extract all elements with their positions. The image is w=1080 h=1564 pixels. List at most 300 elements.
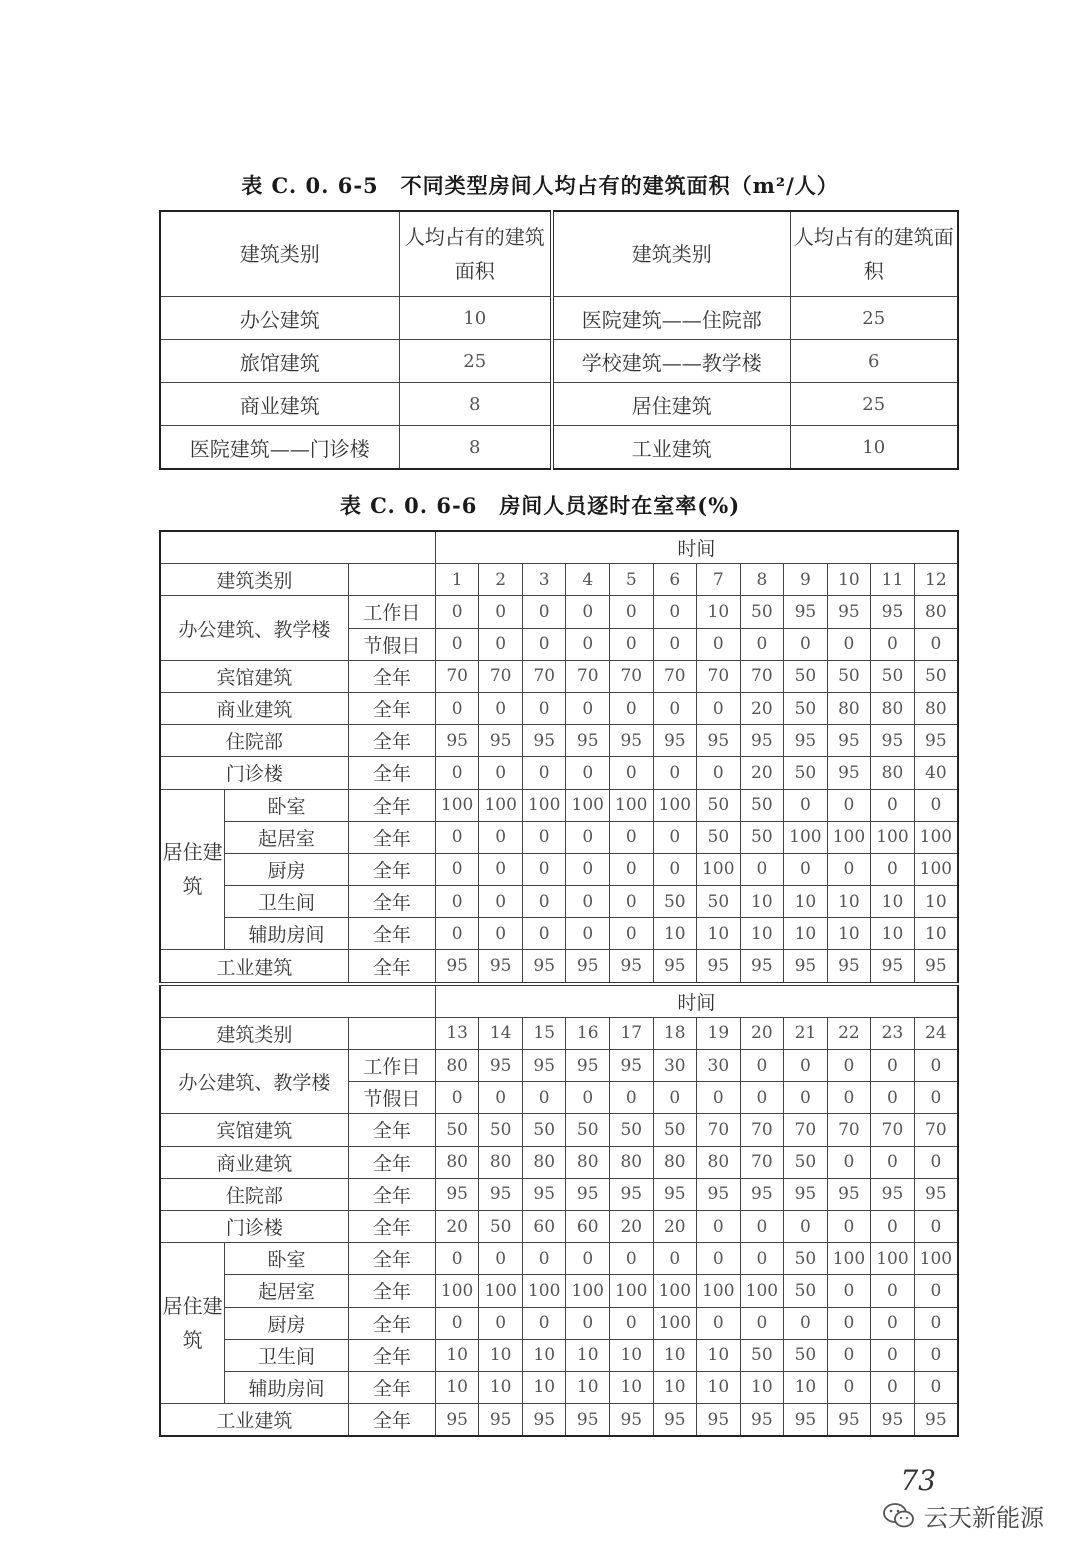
category-name: 宾馆建筑 xyxy=(160,1114,348,1146)
rate-cell: 50 xyxy=(566,1114,610,1146)
rate-cell: 100 xyxy=(653,1307,697,1339)
rate-cell: 95 xyxy=(522,1404,566,1437)
rate-cell: 0 xyxy=(871,1339,915,1371)
rate-cell: 50 xyxy=(784,1146,828,1178)
hour-cell: 18 xyxy=(653,1017,697,1049)
hour-cell: 5 xyxy=(610,564,654,596)
table6-title: 房间人员逐时在室率(%) xyxy=(499,493,741,518)
room-name: 起居室 xyxy=(225,821,349,853)
residential-label: 居住建筑 xyxy=(160,1243,225,1404)
hour-cell: 23 xyxy=(871,1017,915,1049)
rate-cell: 70 xyxy=(479,660,523,692)
rate-cell: 10 xyxy=(784,1371,828,1403)
period-cell: 全年 xyxy=(348,821,435,853)
rate-cell: 20 xyxy=(740,692,784,724)
rate-cell: 50 xyxy=(784,1339,828,1371)
rate-cell: 95 xyxy=(827,725,871,757)
rate-cell: 70 xyxy=(522,660,566,692)
hour-cell: 17 xyxy=(610,1017,654,1049)
rate-cell: 95 xyxy=(784,950,828,984)
period-cell: 全年 xyxy=(348,1243,435,1275)
rate-cell: 0 xyxy=(914,628,958,660)
table5-id: 表 C. 0. 6-5 xyxy=(241,173,379,198)
rate-cell: 0 xyxy=(522,692,566,724)
room-name: 辅助房间 xyxy=(225,918,349,950)
page-number: 73 xyxy=(900,1464,936,1497)
rate-cell: 100 xyxy=(566,1275,610,1307)
category-label: 建筑类别 xyxy=(160,564,348,596)
rate-cell: 0 xyxy=(610,918,654,950)
table5-row xyxy=(160,426,958,470)
rate-cell: 50 xyxy=(653,1114,697,1146)
rate-cell: 70 xyxy=(871,1114,915,1146)
period-cell: 全年 xyxy=(348,1146,435,1178)
rate-cell: 0 xyxy=(653,596,697,628)
rate-cell: 95 xyxy=(871,596,915,628)
rate-cell: 10 xyxy=(914,886,958,918)
period-cell: 全年 xyxy=(348,950,435,984)
rate-cell: 0 xyxy=(697,1307,741,1339)
table5-header-row xyxy=(160,211,958,297)
rate-cell: 80 xyxy=(435,1146,479,1178)
rate-cell: 100 xyxy=(566,789,610,821)
table6-row xyxy=(160,1404,958,1437)
rate-cell: 0 xyxy=(871,1307,915,1339)
rate-cell: 95 xyxy=(653,725,697,757)
rate-cell: 10 xyxy=(653,1371,697,1403)
period-cell: 工作日 xyxy=(348,596,435,628)
rate-cell: 50 xyxy=(522,1114,566,1146)
rate-cell: 0 xyxy=(827,789,871,821)
table6-row xyxy=(160,1371,958,1403)
category-name: 住院部 xyxy=(160,1178,348,1210)
watermark xyxy=(882,1498,1044,1533)
rate-cell: 95 xyxy=(522,1178,566,1210)
rate-cell: 0 xyxy=(479,853,523,885)
rate-cell: 95 xyxy=(610,725,654,757)
rate-cell: 0 xyxy=(435,1082,479,1114)
rate-cell: 0 xyxy=(740,1210,784,1242)
hour-cell: 1 xyxy=(435,564,479,596)
hour-cell: 21 xyxy=(784,1017,828,1049)
rate-cell: 0 xyxy=(435,1243,479,1275)
rate-cell: 0 xyxy=(610,886,654,918)
hour-cell: 16 xyxy=(566,1017,610,1049)
rate-cell: 80 xyxy=(566,1146,610,1178)
rate-cell: 0 xyxy=(871,1371,915,1403)
table5-cell: 8 xyxy=(399,383,552,426)
rate-cell: 0 xyxy=(871,1050,915,1082)
rate-cell: 0 xyxy=(653,628,697,660)
period-cell: 全年 xyxy=(348,1339,435,1371)
rate-cell: 20 xyxy=(435,1210,479,1242)
rate-cell: 0 xyxy=(610,757,654,789)
rate-cell: 10 xyxy=(827,918,871,950)
rate-cell: 10 xyxy=(479,1371,523,1403)
rate-cell: 10 xyxy=(784,918,828,950)
rate-cell: 50 xyxy=(479,1210,523,1242)
table6-row xyxy=(160,757,958,789)
table6-row xyxy=(160,1275,958,1307)
hour-cell: 10 xyxy=(827,564,871,596)
rate-cell: 95 xyxy=(871,1404,915,1437)
rate-cell: 100 xyxy=(610,789,654,821)
hour-cell: 3 xyxy=(522,564,566,596)
room-name: 卫生间 xyxy=(225,886,349,918)
rate-cell: 60 xyxy=(566,1210,610,1242)
rate-cell: 0 xyxy=(784,628,828,660)
rate-cell: 70 xyxy=(740,1114,784,1146)
rate-cell: 95 xyxy=(871,725,915,757)
table6-row xyxy=(160,596,958,628)
rate-cell: 95 xyxy=(653,1404,697,1437)
rate-cell: 10 xyxy=(522,1339,566,1371)
hour-cell: 4 xyxy=(566,564,610,596)
rate-cell: 100 xyxy=(740,1275,784,1307)
hour-cell: 12 xyxy=(914,564,958,596)
rate-cell: 0 xyxy=(522,1243,566,1275)
rate-cell: 10 xyxy=(435,1371,479,1403)
hours-row xyxy=(160,1017,958,1049)
table6-row xyxy=(160,950,958,984)
rate-cell: 50 xyxy=(784,1243,828,1275)
rate-cell: 0 xyxy=(522,886,566,918)
rate-cell: 50 xyxy=(827,660,871,692)
rate-cell: 95 xyxy=(566,950,610,984)
room-area-table xyxy=(159,210,959,470)
rate-cell: 0 xyxy=(827,1275,871,1307)
rate-cell: 0 xyxy=(653,853,697,885)
rate-cell: 10 xyxy=(784,886,828,918)
rate-cell: 100 xyxy=(827,821,871,853)
rate-cell: 50 xyxy=(697,789,741,821)
rate-cell: 0 xyxy=(784,853,828,885)
rate-cell: 0 xyxy=(827,853,871,885)
rate-cell: 10 xyxy=(914,918,958,950)
table5-cell: 居住建筑 xyxy=(552,383,790,426)
rate-cell: 10 xyxy=(566,1371,610,1403)
rate-cell: 10 xyxy=(697,1339,741,1371)
rate-cell: 95 xyxy=(479,950,523,984)
rate-cell: 0 xyxy=(740,1243,784,1275)
rate-cell: 95 xyxy=(827,757,871,789)
rate-cell: 0 xyxy=(435,1307,479,1339)
rate-cell: 0 xyxy=(566,821,610,853)
period-cell: 全年 xyxy=(348,1275,435,1307)
rate-cell: 10 xyxy=(697,1371,741,1403)
period-header-cell xyxy=(348,564,435,596)
hour-cell: 11 xyxy=(871,564,915,596)
rate-cell: 0 xyxy=(827,1082,871,1114)
rate-cell: 100 xyxy=(522,1275,566,1307)
rate-cell: 0 xyxy=(914,789,958,821)
rate-cell: 0 xyxy=(740,1082,784,1114)
rate-cell: 80 xyxy=(827,692,871,724)
table5-cell: 25 xyxy=(790,383,958,426)
rate-cell: 80 xyxy=(914,692,958,724)
rate-cell: 0 xyxy=(566,853,610,885)
rate-cell: 70 xyxy=(566,660,610,692)
rate-cell: 0 xyxy=(522,821,566,853)
rate-cell: 95 xyxy=(566,1050,610,1082)
rate-cell: 95 xyxy=(914,950,958,984)
rate-cell: 10 xyxy=(697,918,741,950)
rate-cell: 0 xyxy=(479,918,523,950)
header-cell: 人均占有的建筑面积 xyxy=(399,211,552,297)
rate-cell: 0 xyxy=(435,918,479,950)
rate-cell: 95 xyxy=(740,1178,784,1210)
rate-cell: 0 xyxy=(479,596,523,628)
rate-cell: 95 xyxy=(871,1178,915,1210)
rate-cell: 95 xyxy=(697,1404,741,1437)
rate-cell: 80 xyxy=(871,692,915,724)
rate-cell: 0 xyxy=(653,821,697,853)
rate-cell: 10 xyxy=(479,1339,523,1371)
period-cell: 全年 xyxy=(348,692,435,724)
rate-cell: 0 xyxy=(827,1307,871,1339)
rate-cell: 0 xyxy=(740,628,784,660)
hour-cell: 2 xyxy=(479,564,523,596)
time-label: 时间 xyxy=(435,984,958,1018)
rate-cell: 95 xyxy=(479,1050,523,1082)
rate-cell: 0 xyxy=(784,789,828,821)
rate-cell: 0 xyxy=(871,1146,915,1178)
rate-cell: 50 xyxy=(871,660,915,692)
rate-cell: 0 xyxy=(827,1339,871,1371)
table5-cell: 8 xyxy=(399,426,552,470)
rate-cell: 0 xyxy=(479,1243,523,1275)
rate-cell: 50 xyxy=(697,821,741,853)
table5-cell: 6 xyxy=(790,340,958,383)
rate-cell: 95 xyxy=(479,725,523,757)
period-cell: 全年 xyxy=(348,1178,435,1210)
rate-cell: 95 xyxy=(435,1178,479,1210)
rate-cell: 95 xyxy=(784,1178,828,1210)
table5-cell: 办公建筑 xyxy=(160,297,399,340)
rate-cell: 100 xyxy=(522,789,566,821)
table6-caption xyxy=(0,490,1080,520)
rate-cell: 0 xyxy=(653,1082,697,1114)
rate-cell: 20 xyxy=(653,1210,697,1242)
rate-cell: 95 xyxy=(522,1050,566,1082)
period-cell: 全年 xyxy=(348,853,435,885)
rate-cell: 0 xyxy=(914,1146,958,1178)
time-header-row xyxy=(160,531,958,564)
rate-cell: 80 xyxy=(653,1146,697,1178)
table5-cell: 25 xyxy=(399,340,552,383)
rate-cell: 10 xyxy=(610,1339,654,1371)
rate-cell: 95 xyxy=(827,596,871,628)
wechat-icon xyxy=(882,1502,916,1530)
table6-row xyxy=(160,1050,958,1082)
rate-cell: 40 xyxy=(914,757,958,789)
rate-cell: 0 xyxy=(871,1275,915,1307)
category-name: 门诊楼 xyxy=(160,1210,348,1242)
rate-cell: 0 xyxy=(914,1339,958,1371)
rate-cell: 70 xyxy=(784,1114,828,1146)
table5-cell: 25 xyxy=(790,297,958,340)
table6-row xyxy=(160,1339,958,1371)
rate-cell: 100 xyxy=(697,1275,741,1307)
rate-cell: 80 xyxy=(914,596,958,628)
table6-row xyxy=(160,1307,958,1339)
rate-cell: 0 xyxy=(740,1050,784,1082)
rate-cell: 50 xyxy=(784,660,828,692)
rate-cell: 95 xyxy=(653,950,697,984)
rate-cell: 10 xyxy=(827,886,871,918)
rate-cell: 0 xyxy=(435,853,479,885)
rate-cell: 0 xyxy=(479,886,523,918)
rate-cell: 0 xyxy=(914,1210,958,1242)
hours-row xyxy=(160,564,958,596)
hour-cell: 14 xyxy=(479,1017,523,1049)
rate-cell: 95 xyxy=(566,1178,610,1210)
rate-cell: 100 xyxy=(784,821,828,853)
hour-cell: 24 xyxy=(914,1017,958,1049)
rate-cell: 60 xyxy=(522,1210,566,1242)
rate-cell: 95 xyxy=(522,725,566,757)
occupancy-rate-table xyxy=(159,530,959,1437)
rate-cell: 10 xyxy=(871,918,915,950)
rate-cell: 95 xyxy=(435,725,479,757)
rate-cell: 0 xyxy=(610,1082,654,1114)
corner-cell xyxy=(160,531,435,564)
room-name: 厨房 xyxy=(225,853,349,885)
category-name: 办公建筑、教学楼 xyxy=(160,596,348,660)
table5-row xyxy=(160,297,958,340)
period-header-cell xyxy=(348,1017,435,1049)
table6-row xyxy=(160,853,958,885)
rate-cell: 95 xyxy=(914,1178,958,1210)
watermark-text: 云天新能源 xyxy=(924,1504,1044,1532)
corner-cell xyxy=(160,984,435,1018)
rate-cell: 95 xyxy=(522,950,566,984)
rate-cell: 80 xyxy=(522,1146,566,1178)
table5-title: 不同类型房间人均占有的建筑面积（m²/人） xyxy=(400,173,839,198)
rate-cell: 0 xyxy=(827,1210,871,1242)
time-label: 时间 xyxy=(435,531,958,564)
category-name: 工业建筑 xyxy=(160,950,348,984)
rate-cell: 0 xyxy=(827,1050,871,1082)
rate-cell: 0 xyxy=(610,628,654,660)
rate-cell: 95 xyxy=(740,725,784,757)
rate-cell: 10 xyxy=(566,1339,610,1371)
room-name: 起居室 xyxy=(225,1275,349,1307)
rate-cell: 0 xyxy=(610,1307,654,1339)
rate-cell: 100 xyxy=(435,789,479,821)
rate-cell: 95 xyxy=(435,950,479,984)
rate-cell: 0 xyxy=(697,1243,741,1275)
rate-cell: 50 xyxy=(435,1114,479,1146)
period-cell: 全年 xyxy=(348,757,435,789)
rate-cell: 0 xyxy=(653,757,697,789)
rate-cell: 70 xyxy=(697,1114,741,1146)
rate-cell: 0 xyxy=(522,1082,566,1114)
table5-row xyxy=(160,340,958,383)
period-cell: 全年 xyxy=(348,1210,435,1242)
room-name: 厨房 xyxy=(225,1307,349,1339)
rate-cell: 0 xyxy=(610,596,654,628)
rate-cell: 0 xyxy=(610,853,654,885)
rate-cell: 80 xyxy=(697,1146,741,1178)
table6-row xyxy=(160,660,958,692)
rate-cell: 100 xyxy=(914,1243,958,1275)
table5-cell: 10 xyxy=(790,426,958,470)
rate-cell: 50 xyxy=(479,1114,523,1146)
category-name: 门诊楼 xyxy=(160,757,348,789)
table6-row xyxy=(160,692,958,724)
category-name: 宾馆建筑 xyxy=(160,660,348,692)
table6-id: 表 C. 0. 6-6 xyxy=(339,493,478,518)
rate-cell: 0 xyxy=(522,853,566,885)
rate-cell: 95 xyxy=(610,1404,654,1437)
period-cell: 全年 xyxy=(348,1307,435,1339)
rate-cell: 80 xyxy=(871,757,915,789)
rate-cell: 100 xyxy=(610,1275,654,1307)
category-name: 商业建筑 xyxy=(160,692,348,724)
period-cell: 节假日 xyxy=(348,628,435,660)
rate-cell: 50 xyxy=(740,1339,784,1371)
rate-cell: 0 xyxy=(566,1243,610,1275)
hour-cell: 19 xyxy=(697,1017,741,1049)
room-name: 辅助房间 xyxy=(225,1371,349,1403)
rate-cell: 20 xyxy=(740,757,784,789)
rate-cell: 100 xyxy=(653,1275,697,1307)
rate-cell: 0 xyxy=(522,596,566,628)
rate-cell: 100 xyxy=(871,1243,915,1275)
rate-cell: 95 xyxy=(697,1178,741,1210)
hour-cell: 8 xyxy=(740,564,784,596)
category-label: 建筑类别 xyxy=(160,1017,348,1049)
rate-cell: 0 xyxy=(697,1082,741,1114)
rate-cell: 20 xyxy=(610,1210,654,1242)
rate-cell: 50 xyxy=(610,1114,654,1146)
rate-cell: 70 xyxy=(697,660,741,692)
rate-cell: 80 xyxy=(479,1146,523,1178)
rate-cell: 10 xyxy=(740,918,784,950)
rate-cell: 0 xyxy=(566,692,610,724)
rate-cell: 95 xyxy=(784,725,828,757)
rate-cell: 0 xyxy=(566,596,610,628)
header-cell: 建筑类别 xyxy=(552,211,790,297)
room-name: 卫生间 xyxy=(225,1339,349,1371)
rate-cell: 70 xyxy=(914,1114,958,1146)
rate-cell: 100 xyxy=(653,789,697,821)
hour-cell: 6 xyxy=(653,564,697,596)
rate-cell: 0 xyxy=(871,789,915,821)
rate-cell: 95 xyxy=(827,1404,871,1437)
table5-caption xyxy=(0,170,1080,200)
rate-cell: 95 xyxy=(827,1178,871,1210)
table5-cell: 医院建筑——门诊楼 xyxy=(160,426,399,470)
table5-cell: 学校建筑——教学楼 xyxy=(552,340,790,383)
rate-cell: 100 xyxy=(435,1275,479,1307)
period-cell: 节假日 xyxy=(348,1082,435,1114)
category-name: 工业建筑 xyxy=(160,1404,348,1437)
rate-cell: 0 xyxy=(914,1082,958,1114)
rate-cell: 0 xyxy=(479,757,523,789)
rate-cell: 95 xyxy=(566,725,610,757)
rate-cell: 0 xyxy=(566,757,610,789)
rate-cell: 0 xyxy=(784,1210,828,1242)
rate-cell: 50 xyxy=(740,789,784,821)
table5-cell: 旅馆建筑 xyxy=(160,340,399,383)
rate-cell: 80 xyxy=(435,1050,479,1082)
hour-cell: 22 xyxy=(827,1017,871,1049)
room-name: 卧室 xyxy=(225,789,349,821)
rate-cell: 95 xyxy=(697,950,741,984)
hour-cell: 9 xyxy=(784,564,828,596)
